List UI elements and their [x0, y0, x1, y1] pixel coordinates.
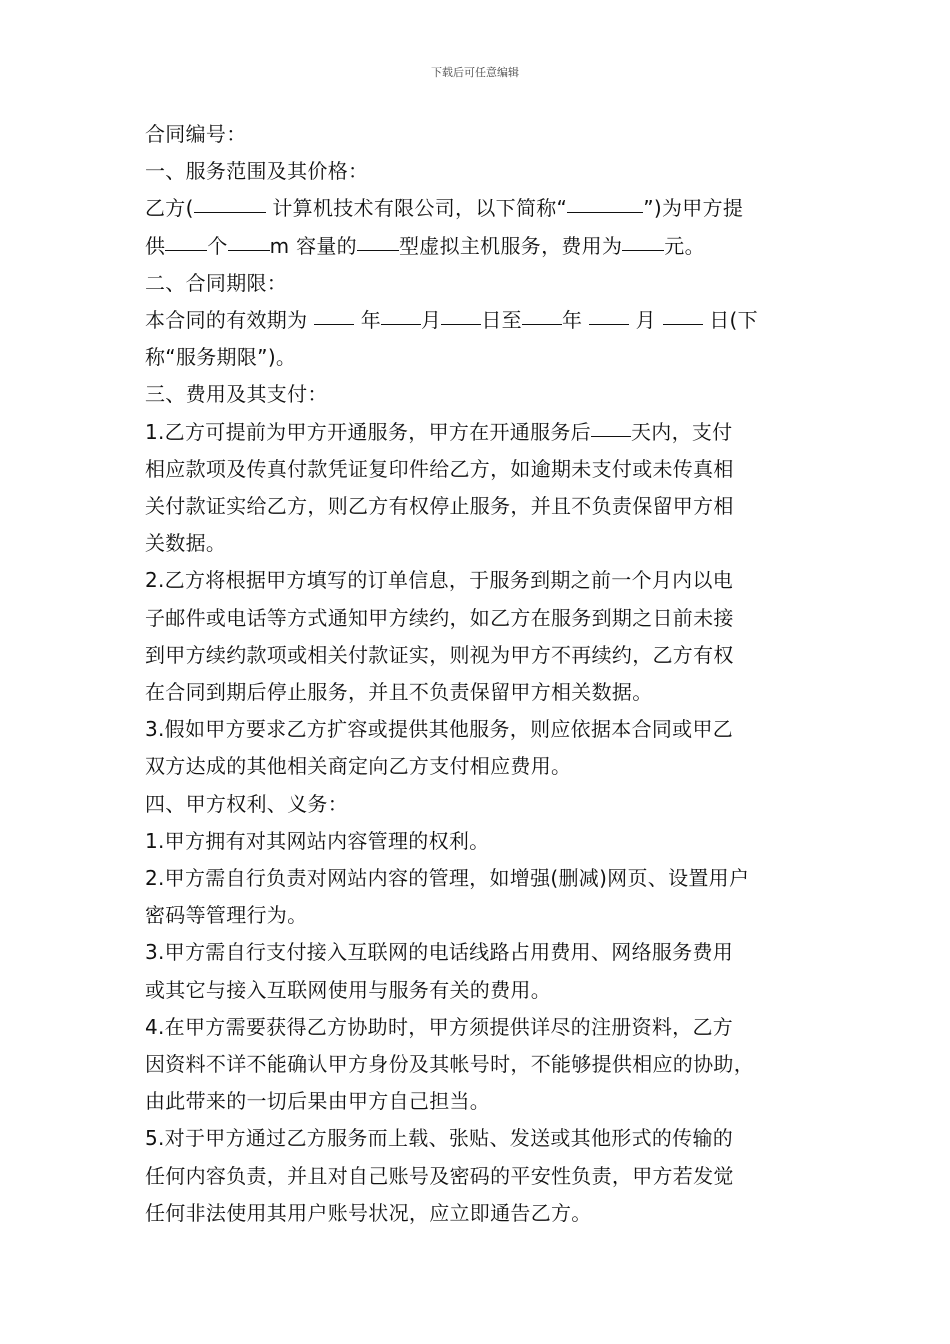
fill-blank	[589, 323, 629, 325]
text-run: 1.乙方可提前为甲方开通服务，甲方在开通服务后	[145, 419, 591, 444]
page-header-note: 下载后可任意编辑	[431, 66, 519, 79]
fill-blank	[522, 323, 562, 325]
section-4-item-1: 1.甲方拥有对其网站内容管理的权利。	[145, 828, 490, 853]
fill-blank	[441, 323, 481, 325]
fill-blank	[357, 249, 399, 251]
section-1-paragraph-line-2	[145, 228, 825, 265]
section-4-item-4-line-3: 由此带来的一切后果由甲方自己担当。	[145, 1089, 491, 1114]
section-3-item-2-line-4: 在合同到期后停止服务，并且不负责保留甲方相关数据。	[145, 680, 653, 705]
contract-number-label: 合同编号：	[145, 122, 247, 146]
text-run: 本合同的有效期为	[145, 308, 315, 333]
text-run: ”)为甲方提	[643, 196, 744, 221]
text-run: 计算机技术有限公司，以下简称“	[265, 196, 568, 221]
text-run: 个	[207, 233, 228, 258]
section-4-item-5-line-2: 任何内容负责，并且对自己账号及密码的平安性负责，甲方若发觉	[145, 1163, 734, 1188]
section-3-item-1-line-4: 关数据。	[145, 531, 227, 556]
text-run: 月	[421, 308, 442, 333]
text-run: 供	[145, 233, 166, 258]
text-run: 乙方(	[145, 196, 194, 221]
contract-body	[145, 116, 825, 1232]
fill-blank	[314, 323, 354, 325]
fill-blank	[165, 249, 207, 251]
section-3-title: 三、费用及其支付：	[145, 382, 328, 407]
section-3-item-2-line-2: 子邮件或电话等方式通知甲方续约，如乙方在服务到期之日前未接	[145, 605, 734, 630]
text-run: 日(下	[702, 308, 758, 333]
section-4-item-3-line-1: 3.甲方需自行支付接入互联网的电话线路占用费用、网络服务费用	[145, 940, 734, 965]
fill-blank	[228, 249, 270, 251]
section-2-paragraph-line-2: 称“服务期限”)。	[145, 345, 297, 370]
section-4-item-4-line-1: 4.在甲方需要获得乙方协助时，甲方须提供详尽的注册资料，乙方	[145, 1014, 734, 1039]
text-run: 型虚拟主机服务，费用为	[398, 233, 623, 258]
section-4-item-4-line-2: 因资料不详不能确认甲方身份及其帐号时，不能够提供相应的协助，	[145, 1052, 754, 1077]
section-2-title: 二、合同期限：	[145, 270, 288, 295]
section-3-item-3-line-2: 双方达成的其他相关商定向乙方支付相应费用。	[145, 754, 572, 779]
section-4-item-3-line-2: 或其它与接入互联网使用与服务有关的费用。	[145, 977, 551, 1002]
section-1-title: 一、服务范围及其价格：	[145, 159, 369, 184]
text-run: 日至	[481, 308, 522, 333]
fill-blank	[622, 249, 664, 251]
section-4-title: 四、甲方权利、义务：	[145, 791, 348, 816]
text-run: 元。	[664, 233, 705, 258]
section-4-item-2-line-1: 2.甲方需自行负责对网站内容的管理，如增强(删减)网页、设置用户	[145, 866, 750, 891]
text-run: 年	[354, 308, 382, 333]
section-2-paragraph-line-1	[145, 302, 825, 339]
section-3-item-1-line-3: 关付款证实给乙方，则乙方有权停止服务，并且不负责保留甲方相	[145, 494, 734, 519]
text-run: 天内，支付	[630, 419, 733, 444]
fill-blank	[663, 323, 703, 325]
fill-blank	[567, 211, 643, 213]
section-3-item-1-line-2: 相应款项及传真付款凭证复印件给乙方，如逾期未支付或未传真相	[145, 456, 734, 481]
section-3-item-2-line-3: 到甲方续约款项或相关付款证实，则视为甲方不再续约，乙方有权	[145, 642, 734, 667]
fill-blank	[591, 435, 631, 437]
section-3-item-2-line-1: 2.乙方将根据甲方填写的订单信息，于服务到期之前一个月内以电	[145, 568, 734, 593]
section-3-item-3-line-1: 3.假如甲方要求乙方扩容或提供其他服务，则应依据本合同或甲乙	[145, 717, 734, 742]
fill-blank	[381, 323, 421, 325]
text-run: m 容量的	[269, 233, 357, 258]
section-4-item-2-line-2: 密码等管理行为。	[145, 903, 308, 928]
section-4-item-5-line-1: 5.对于甲方通过乙方服务而上载、张贴、发送或其他形式的传输的	[145, 1126, 734, 1151]
fill-blank	[194, 211, 266, 213]
text-run: 年	[561, 308, 589, 333]
section-1-paragraph-line-1	[145, 190, 825, 227]
text-run: 月	[628, 308, 663, 333]
section-3-item-1-line-1	[145, 414, 825, 451]
section-4-item-5-line-3: 任何非法使用其用户账号状况，应立即通告乙方。	[145, 1200, 592, 1225]
